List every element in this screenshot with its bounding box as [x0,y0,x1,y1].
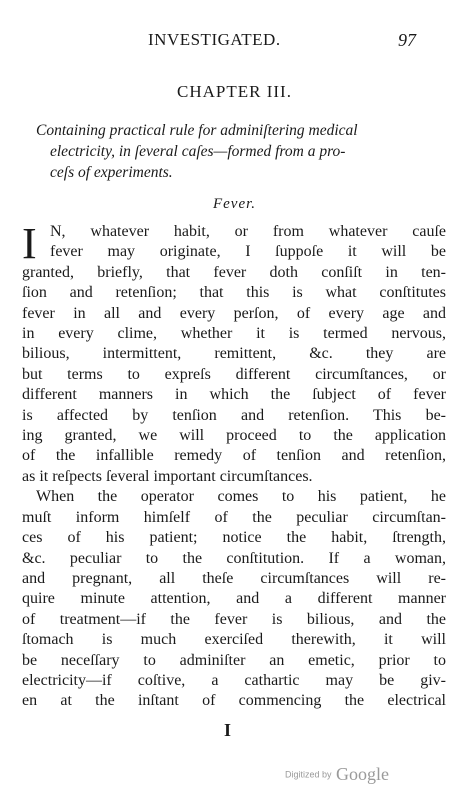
text-line: of treatment—if the fever is bilious, and the [22,610,446,628]
text-line: and pregnant, all theſe circumſtances will re- [22,569,446,587]
body-text [22,219,446,712]
chapter-title: CHAPTER III. [177,82,292,101]
text-line: &c. peculiar to the conſtitution. If a woman, [22,549,446,567]
text-line: muſt inform himſelf of the peculiar circumſtan- [22,508,446,526]
running-title: INVESTIGATED. [148,30,281,49]
running-head [0,30,469,52]
text-line: en at the inſtant of commencing the electrical [22,692,446,710]
text-line: different manners in which the ſubject of fever [22,386,446,404]
text-line: ing granted, we will proceed to the application [22,427,446,445]
chapter-summary [36,120,436,183]
text-line: is affected by tenſion and retenſion. This be- [22,406,446,424]
signature-mark: I [224,720,232,740]
summary-line: ceſs of experiments. [50,164,173,181]
text-line: bilious, intermittent, remittent, &c. they are [22,345,446,363]
text-line: ſtomach is much exerciſed therewith, it will [22,631,446,649]
summary-line: electricity, in ſeveral caſes—formed from a pro- [50,143,346,160]
text-line: of the infallible remedy of tenſion and retenſion, [22,447,446,465]
section-heading: Fever. [212,196,257,212]
text-line: N, whatever habit, or from whatever cauſe [50,223,446,240]
watermark-prefix: Digitized by [285,769,332,780]
google-watermark [285,764,389,785]
text-line: ſion and retenſion; that this is what conſtitutes [22,284,446,302]
text-line: quire minute attention, and a different manner [22,590,446,608]
text-line: but terms to expreſs different circumſtances, or [22,365,446,383]
page-number: 97 [398,30,416,50]
text-line: in every clime, whether it is termed nervous, [22,325,446,343]
google-logo: Google [335,764,389,784]
text-line: granted, briefly, that fever doth conſiſt in ten- [22,263,446,281]
summary-line: Containing practical rule for adminiſtering medical [36,122,358,139]
text-line: fever may originate, I ſuppoſe it will be [50,243,446,261]
text-line: electricity—if coſtive, a cathartic may be giv- [22,671,446,689]
drop-cap: I [22,219,37,268]
text-line: When the operator comes to his patient, he [36,488,446,506]
text-line: be neceſſary to adminiſter an emetic, prior to [22,651,446,669]
text-line: as it reſpects ſeveral important circumſtances. [22,467,313,485]
text-line: ces of his patient; notice the habit, ſtrength, [22,529,446,547]
text-line: fever in all and every perſon, of every age and [22,304,446,322]
